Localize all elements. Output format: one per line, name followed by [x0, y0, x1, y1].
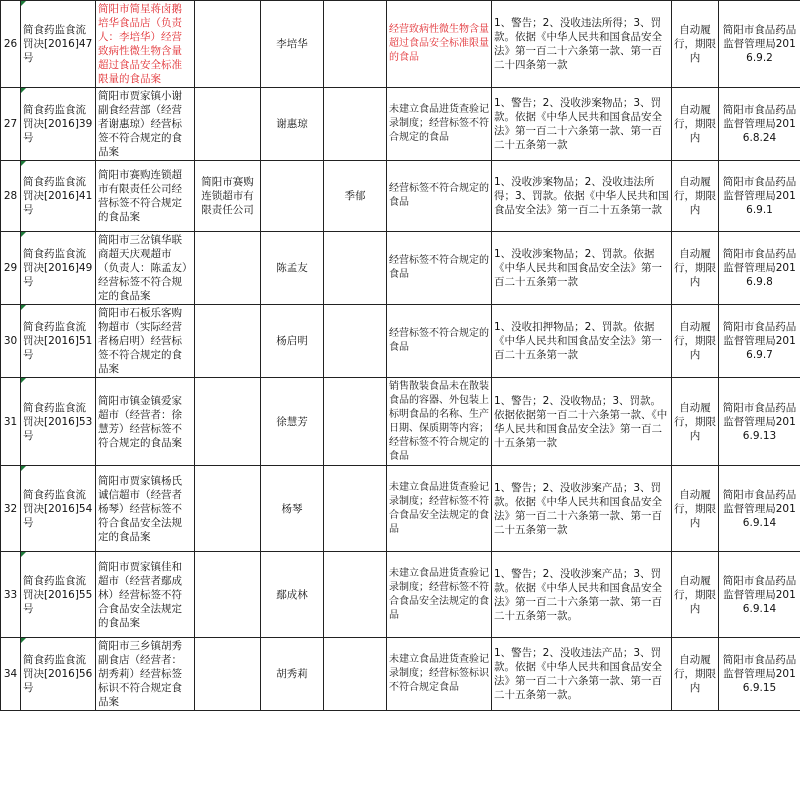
case-name: 简阳市石板乐客购物超市（实际经营者杨启明）经营标签不符合规定的食品案	[96, 305, 195, 378]
penalty-content: 1、警告；2、没收涉案产品；3、罚款。依据《中华人民共和国食品安全法》第一百二十六条第一款、第一百二十五条第一款	[492, 466, 672, 552]
extra-column	[324, 378, 387, 466]
violation-facts: 经营致病性微生物含量超过食品安全标准限量的食品	[387, 1, 492, 88]
entity-name	[195, 378, 261, 466]
row-index: 27	[1, 88, 21, 161]
row-index: 28	[1, 161, 21, 232]
authority-date: 简阳市食品药品监督管理局2016.9.2	[719, 1, 800, 88]
decision-number: 简食药监食流罚决[2016]53号	[21, 378, 96, 466]
execution-status: 自动履行，期限内	[672, 638, 719, 711]
entity-name	[195, 638, 261, 711]
cell-comment-marker	[21, 552, 26, 557]
case-name: 简阳市简星蒋卤鹅培华食品店（负责人：李培华）经营致病性微生物含量超过食品安全标准限量的食品案	[96, 1, 195, 88]
entity-name	[195, 305, 261, 378]
decision-number: 简食药监食流罚决[2016]39号	[21, 88, 96, 161]
execution-status: 自动履行，期限内	[672, 232, 719, 305]
execution-status: 自动履行，期限内	[672, 161, 719, 232]
extra-column	[324, 232, 387, 305]
case-name: 简阳市三岔镇华联商超天庆观超市（负责人：陈孟友）经营标签不符合规定的食品案	[96, 232, 195, 305]
case-name: 简阳市贾家镇佳和超市（经营者鄢成林）经营标签不符合食品安全法规定的食品案	[96, 552, 195, 638]
penalty-content: 1、警告；2、没收违法产品；3、罚款。依据《中华人民共和国食品安全法》第一百二十六条第一款、第一百二十五条第一款。	[492, 638, 672, 711]
decision-number: 简食药监食流罚决[2016]51号	[21, 305, 96, 378]
entity-name	[195, 1, 261, 88]
row-index: 32	[1, 466, 21, 552]
table-row	[1, 88, 800, 161]
extra-column	[324, 466, 387, 552]
authority-date: 简阳市食品药品监督管理局2016.9.1	[719, 161, 800, 232]
penalty-content: 1、警告；2、没收涉案产品；3、罚款。依据《中华人民共和国食品安全法》第一百二十六条第一款、第一百二十五条第一款。	[492, 552, 672, 638]
case-name: 简阳市镇金镇爱家超市（经营者：徐慧芳）经营标签不符合规定的食品案	[96, 378, 195, 466]
row-index: 30	[1, 305, 21, 378]
authority-date: 简阳市食品药品监督管理局2016.9.7	[719, 305, 800, 378]
extra-column	[324, 552, 387, 638]
execution-status: 自动履行，期限内	[672, 552, 719, 638]
case-name: 简阳市贾家镇小谢副食经营部（经营者谢惠琼）经营标签不符合规定的食品案	[96, 88, 195, 161]
violation-facts: 销售散装食品未在散装食品的容器、外包装上标明食品的名称、生产日期、保质期等内容；经营标签不符合规定的食品	[387, 378, 492, 466]
table-row	[1, 466, 800, 552]
responsible-person: 李培华	[261, 1, 324, 88]
cell-comment-marker	[21, 305, 26, 310]
extra-column	[324, 305, 387, 378]
authority-date: 简阳市食品药品监督管理局2016.9.14	[719, 552, 800, 638]
row-index: 26	[1, 1, 21, 88]
authority-date: 简阳市食品药品监督管理局2016.9.14	[719, 466, 800, 552]
entity-name	[195, 466, 261, 552]
decision-number: 简食药监食流罚决[2016]47号	[21, 1, 96, 88]
table-row	[1, 232, 800, 305]
penalty-content: 1、警告；2、没收物品；3、罚款。依据依据第一百二十六条第一款、《中华人民共和国食品安全法》第一百二十五条第一款	[492, 378, 672, 466]
decision-number: 简食药监食流罚决[2016]56号	[21, 638, 96, 711]
decision-number: 简食药监食流罚决[2016]49号	[21, 232, 96, 305]
cell-comment-marker	[21, 466, 26, 471]
penalty-content: 1、警告；2、没收违法所得；3、罚款。依据《中华人民共和国食品安全法》第一百二十六条第一款、第一百二十四条第一款	[492, 1, 672, 88]
row-index: 34	[1, 638, 21, 711]
violation-facts: 未建立食品进货查验记录制度；经营标签不符合食品安全法规定的食品	[387, 466, 492, 552]
execution-status: 自动履行，期限内	[672, 88, 719, 161]
cell-comment-marker	[21, 378, 26, 383]
execution-status: 自动履行，期限内	[672, 466, 719, 552]
violation-facts: 经营标签不符合规定的食品	[387, 305, 492, 378]
responsible-person: 杨琴	[261, 466, 324, 552]
cell-comment-marker	[21, 1, 26, 6]
authority-date: 简阳市食品药品监督管理局2016.9.8	[719, 232, 800, 305]
extra-column	[324, 638, 387, 711]
authority-date: 简阳市食品药品监督管理局2016.9.13	[719, 378, 800, 466]
table-row	[1, 552, 800, 638]
responsible-person	[261, 161, 324, 232]
row-index: 33	[1, 552, 21, 638]
entity-name	[195, 232, 261, 305]
responsible-person: 谢惠琼	[261, 88, 324, 161]
responsible-person: 杨启明	[261, 305, 324, 378]
extra-column	[324, 1, 387, 88]
execution-status: 自动履行，期限内	[672, 305, 719, 378]
case-name: 简阳市三乡镇胡秀副食店（经营者：胡秀莉）经营标签标识不符合规定食品案	[96, 638, 195, 711]
authority-date: 简阳市食品药品监督管理局2016.9.15	[719, 638, 800, 711]
violation-facts: 经营标签不符合规定的食品	[387, 161, 492, 232]
penalty-content: 1、没收涉案物品；2、罚款。依据《中华人民共和国食品安全法》第一百二十五条第一款	[492, 232, 672, 305]
table-row	[1, 378, 800, 466]
authority-date: 简阳市食品药品监督管理局2016.8.24	[719, 88, 800, 161]
penalty-content: 1、没收扣押物品；2、罚款。依据《中华人民共和国食品安全法》第一百二十五条第一款	[492, 305, 672, 378]
extra-column	[324, 88, 387, 161]
violation-facts: 经营标签不符合规定的食品	[387, 232, 492, 305]
responsible-person: 陈孟友	[261, 232, 324, 305]
decision-number: 简食药监食流罚决[2016]55号	[21, 552, 96, 638]
violation-facts: 未建立食品进货查验记录制度；经营标签不符合食品安全法规定的食品	[387, 552, 492, 638]
table-row	[1, 161, 800, 232]
cell-comment-marker	[21, 88, 26, 93]
table-row	[1, 1, 800, 88]
responsible-person: 胡秀莉	[261, 638, 324, 711]
violation-facts: 未建立食品进货查验记录制度；经营标签不符合规定的食品	[387, 88, 492, 161]
entity-name	[195, 88, 261, 161]
execution-status: 自动履行，期限内	[672, 1, 719, 88]
penalty-content: 1、没收涉案物品；2、没收违法所得；3、罚款。依据《中华人民共和国食品安全法》第一百二十五条第一款	[492, 161, 672, 232]
responsible-person: 鄢成林	[261, 552, 324, 638]
table-row	[1, 638, 800, 711]
penalty-content: 1、警告；2、没收涉案物品；3、罚款。依据《中华人民共和国食品安全法》第一百二十六条第一款、第一百二十五条第一款	[492, 88, 672, 161]
cell-comment-marker	[21, 161, 26, 166]
case-name: 简阳市赛购连锁超市有限责任公司经营标签不符合规定的食品案	[96, 161, 195, 232]
execution-status: 自动履行，期限内	[672, 378, 719, 466]
table-row	[1, 305, 800, 378]
decision-number: 简食药监食流罚决[2016]54号	[21, 466, 96, 552]
decision-number: 简食药监食流罚决[2016]41号	[21, 161, 96, 232]
row-index: 31	[1, 378, 21, 466]
responsible-person: 徐慧芳	[261, 378, 324, 466]
cell-comment-marker	[21, 232, 26, 237]
violation-facts: 未建立食品进货查验记录制度；经营标签标识不符合规定食品	[387, 638, 492, 711]
table-body	[1, 1, 800, 711]
entity-name: 简阳市赛购连锁超市有限责任公司	[195, 161, 261, 232]
row-index: 29	[1, 232, 21, 305]
cell-comment-marker	[21, 638, 26, 643]
extra-column: 季郁	[324, 161, 387, 232]
entity-name	[195, 552, 261, 638]
case-name: 简阳市贾家镇杨氏诚信超市（经营者杨琴）经营标签不符合食品安全法规定的食品案	[96, 466, 195, 552]
